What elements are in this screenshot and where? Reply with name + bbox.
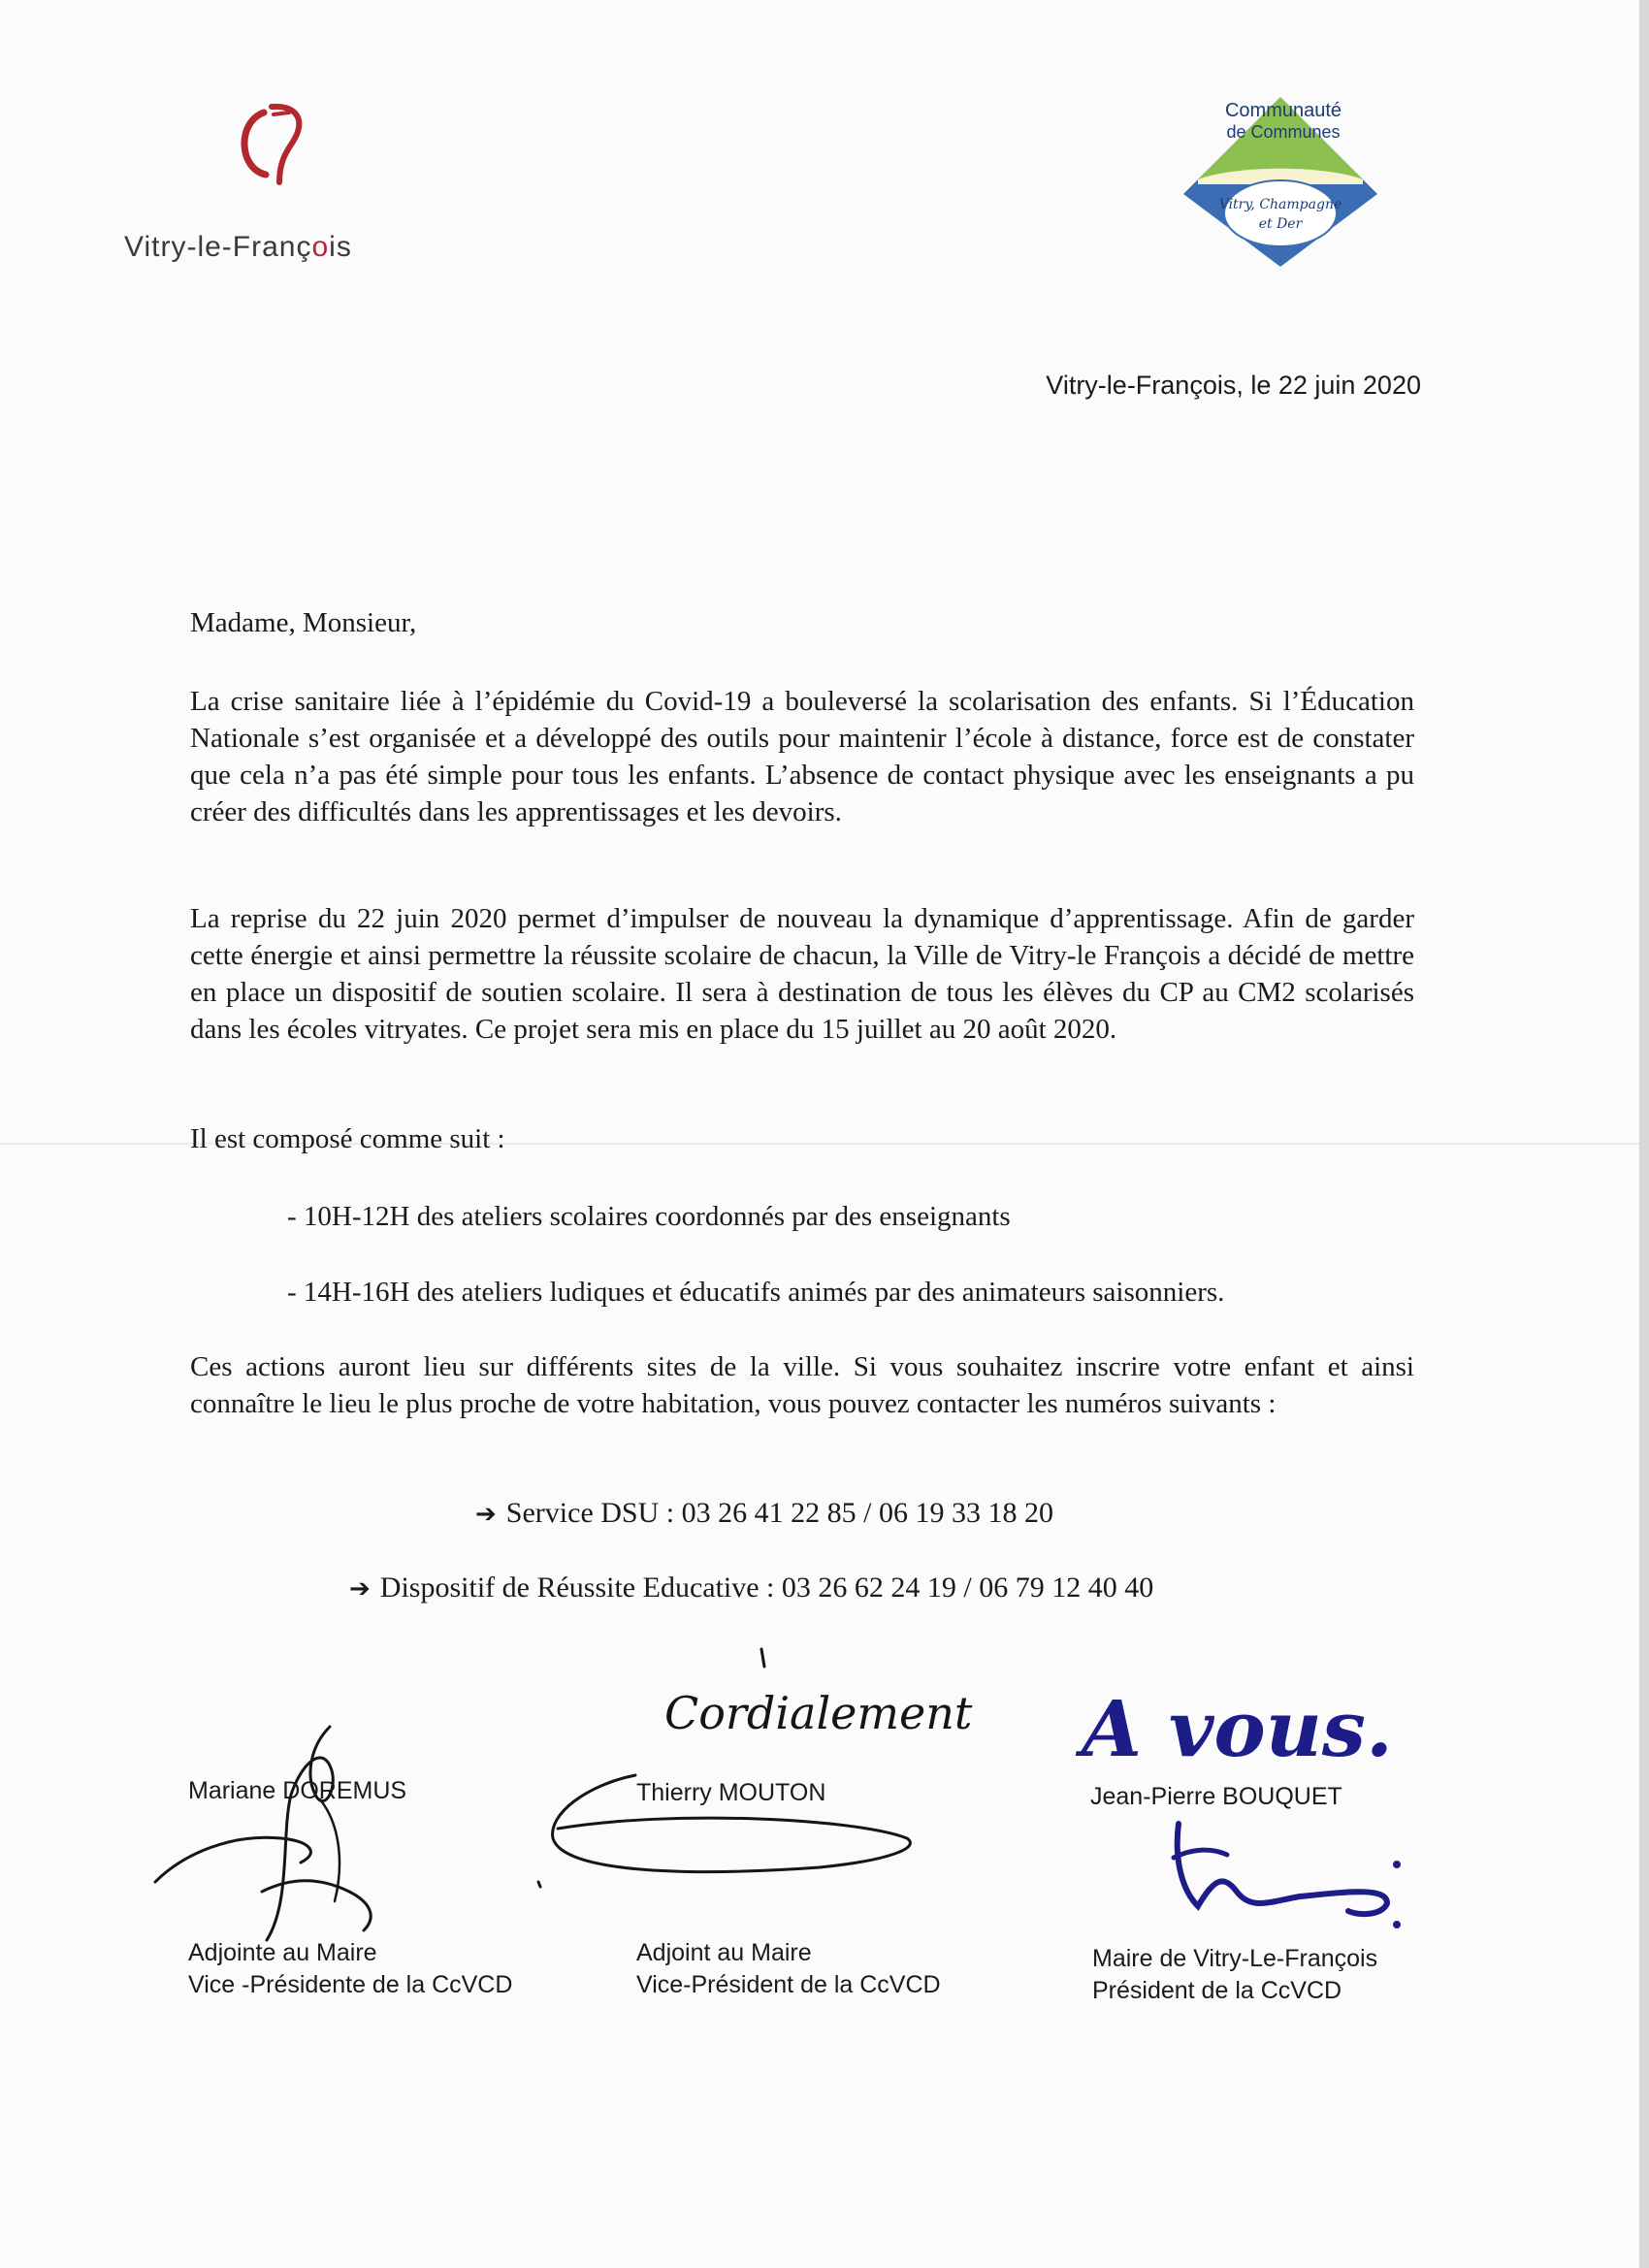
signature-mouton: [529, 1639, 973, 1911]
vitry-emblem-icon: [217, 93, 334, 210]
signatory-title1-mouton: Adjoint au Maire: [636, 1939, 812, 1966]
paragraph-1: La crise sanitaire liée à l’épidémie du Covid-19 a bouleversé la scolarisation des enfants. Si l’Éducation Nationale s’est organisée et a développé des outils pour maintenir l’école à distance, force est de constater que cela n’a pas été simple pour tous les enfants. L’absence de contact physique avec les enseignants a pu créer des difficultés dans les apprentissages et les devoirs.: [190, 686, 1414, 827]
paragraph-3: Il est composé comme suit :: [190, 1123, 505, 1154]
handwritten-note-bouquet: A vous.: [1082, 1683, 1393, 1774]
signatory-name-bouquet: Jean-Pierre BOUQUET: [1090, 1783, 1342, 1810]
city-logo-text-start: Vitry-le-Franç: [124, 231, 312, 263]
arrow-right-icon: ➔: [475, 1500, 497, 1529]
contact-dsu: [475, 1497, 1053, 1530]
cc-logo-line2: de Communes: [1226, 122, 1341, 142]
list-item-morning: - 10H-12H des ateliers scolaires coordonnés par des enseignants: [287, 1201, 1011, 1232]
vitry-le-francois-logo: [124, 93, 435, 268]
cc-logo-line1: Communauté: [1224, 100, 1342, 121]
handwritten-note-mouton: Cordialement: [664, 1687, 973, 1739]
signatory-titles-mouton: [636, 1937, 941, 2001]
arrow-right-icon: ➔: [349, 1574, 371, 1604]
paragraph-4: Ces actions auront lieu sur différents sites de la ville. Si vous souhaitez inscrire votre enfant et ainsi connaître le lieu le plus proche de votre habitation, vous pouvez contacter les numéros suivants :: [190, 1351, 1414, 1419]
communaute-de-communes-logo: [1169, 68, 1392, 272]
city-logo-text-end: is: [329, 231, 352, 263]
cc-logo-line4: et Der: [1258, 216, 1303, 232]
signatory-titles-doremus: [188, 1937, 512, 2001]
signatory-name-doremus: Mariane DOREMUS: [188, 1777, 407, 1804]
cc-logo-line3: Vitry, Champagne: [1218, 197, 1342, 212]
city-logo-wordmark: [124, 231, 352, 264]
signature-doremus: [146, 1707, 456, 1950]
signatory-title2-doremus: Vice -Présidente de la CcVCD: [188, 1971, 513, 1998]
contact-reussite-educative: [349, 1571, 1153, 1604]
signatory-name-mouton: Thierry MOUTON: [636, 1779, 826, 1806]
signatory-titles-bouquet: [1092, 1943, 1377, 2007]
contact-reussite-text: Dispositif de Réussite Educative : 03 26 62 24 19 / 06 79 12 40 40: [379, 1571, 1154, 1604]
city-logo-text-o: o: [311, 231, 330, 263]
salutation: Madame, Monsieur,: [190, 607, 417, 638]
contact-dsu-text: Service DSU : 03 26 41 22 85 / 06 19 33 18 20: [505, 1497, 1053, 1529]
signatory-title2-bouquet: Président de la CcVCD: [1092, 1977, 1342, 2004]
paragraph-2: La reprise du 22 juin 2020 permet d’impulser de nouveau la dynamique d’apprentissage. Afin de garder cette énergie et ainsi permettre la réussite scolaire de chacun, la Ville de Vitry-le François a décidé de mettre en place un dispositif de soutien scolaire. Il sera à destination de tous les élèves du CP au CM2 scolarisés dans les écoles vitryates. Ce projet sera mis en place du 15 juillet au 20 août 2020.: [190, 903, 1414, 1045]
list-item-afternoon: - 14H-16H des ateliers ludiques et éducatifs animés par des animateurs saisonniers.: [287, 1277, 1225, 1308]
letter-date: Vitry-le-François, le 22 juin 2020: [1046, 371, 1421, 400]
scan-edge: [1639, 0, 1649, 2268]
signatory-title2-mouton: Vice-Président de la CcVCD: [636, 1971, 941, 1998]
signature-bouquet: [1067, 1649, 1455, 1950]
signatory-title1-doremus: Adjointe au Maire: [188, 1939, 377, 1966]
signatory-title1-bouquet: Maire de Vitry-Le-François: [1092, 1945, 1378, 1972]
